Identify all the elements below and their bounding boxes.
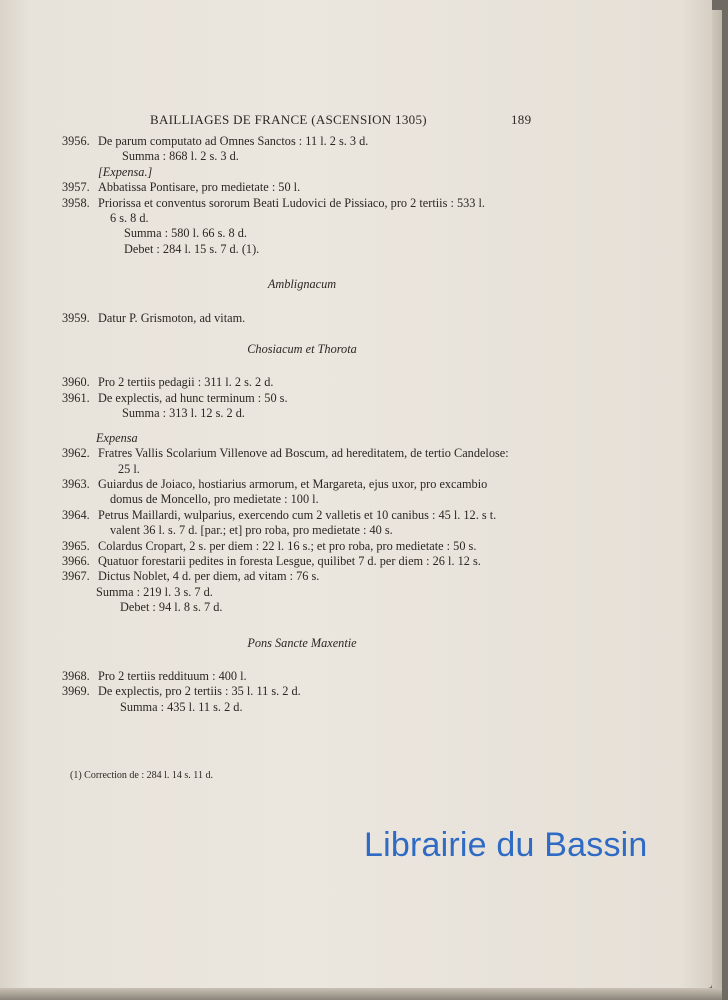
entry-text: Abbatissa Pontisare, pro medietate : 50 l.: [98, 180, 301, 195]
watermark-text: Librairie du Bassin: [364, 826, 648, 864]
entry-3958: [62, 196, 532, 211]
entry-3964: [62, 508, 532, 523]
entry-text: Pro 2 tertiis pedagii : 311 l. 2 s. 2 d.: [98, 375, 274, 390]
section-heading: Pons Sancte Maxentie: [247, 635, 357, 650]
entry-continuation: valent 36 l. s. 7 d. [par.; et] pro roba, pro medietate : 40 s.: [110, 523, 393, 538]
entry-number: 3958.: [62, 195, 90, 210]
entry-number: 3960.: [62, 375, 90, 390]
section-heading: Chosiacum et Thorota: [247, 342, 357, 357]
entry-text: Colardus Cropart, 2 s. per diem : 22 l. 16 s.; et pro roba, pro medietate : 50 s.: [98, 538, 477, 553]
entry-number: 3959.: [62, 310, 90, 325]
entry-number: 3956.: [62, 134, 90, 148]
page-edge: [712, 10, 722, 990]
entry-text: Fratres Vallis Scolarium Villenove ad Boscum, ad hereditatem, de tertio Candelose:: [98, 446, 509, 461]
entry-text: Datur P. Grismoton, ad vitam.: [98, 310, 246, 325]
entry-text: Guiardus de Joiaco, hostiarius armorum, et Margareta, ejus uxor, pro excambio: [98, 476, 488, 491]
expensa-bracket: [Expensa.]: [98, 164, 153, 179]
entry-3967: [62, 569, 532, 584]
entry-text: Priorissa et conventus sororum Beati Ludovici de Pissiaco, pro 2 tertiis : 533 l.: [98, 195, 485, 210]
entry-continuation: domus de Moncello, pro medietate : 100 l.: [110, 492, 319, 507]
summa-line: Summa : 219 l. 3 s. 7 d.: [96, 584, 213, 599]
entry-text: Pro 2 tertiis reddituum : 400 l.: [98, 668, 247, 683]
entry-3959: [62, 311, 532, 326]
entry-number: 3963.: [62, 476, 90, 491]
entry-number: 3964.: [62, 507, 90, 522]
entry-text: Dictus Noblet, 4 d. per diem, ad vitam : 76 s.: [98, 569, 320, 584]
section-heading: Amblignacum: [267, 277, 337, 292]
entry-3962: [62, 446, 532, 461]
page-content: [62, 134, 532, 715]
entry-text: De parum computato ad Omnes Sanctos : 11 l. 2 s. 3 d.: [98, 134, 369, 148]
entry-number: 3965.: [62, 538, 90, 553]
entry-3969: [62, 684, 532, 699]
footnote: (1) Correction de : 284 l. 14 s. 11 d.: [70, 770, 213, 781]
entry-3960: [62, 375, 532, 390]
entry-3968: [62, 669, 532, 684]
summa-line: Summa : 313 l. 12 s. 2 d.: [122, 406, 245, 421]
entry-number: 3968.: [62, 668, 90, 683]
entry-3963: [62, 477, 532, 492]
running-head-title: BAILLIAGES DE FRANCE (ASCENSION 1305): [150, 112, 427, 127]
entry-3957: [62, 180, 532, 195]
entry-text: De explectis, ad hunc terminum : 50 s.: [98, 390, 288, 405]
entry-number: 3969.: [62, 684, 90, 699]
page-bottom-edge: [0, 988, 722, 1000]
entry-3961: [62, 391, 532, 406]
summa-line: Summa : 868 l. 2 s. 3 d.: [122, 149, 239, 164]
entry-continuation: 6 s. 8 d.: [110, 211, 149, 226]
entry-number: 3962.: [62, 446, 90, 461]
entry-number: 3957.: [62, 180, 90, 195]
expensa-heading: Expensa: [96, 430, 138, 445]
entry-3965: [62, 539, 532, 554]
summa-line: Summa : 580 l. 66 s. 8 d.: [124, 226, 247, 241]
entry-3966: [62, 554, 532, 569]
entry-number: 3961.: [62, 390, 90, 405]
entry-text: De explectis, pro 2 tertiis : 35 l. 11 s. 2 d.: [98, 684, 301, 699]
entry-text: Quatuor forestarii pedites in foresta Lesgue, quilibet 7 d. per diem : 26 l. 12 s.: [98, 553, 481, 568]
entry-number: 3966.: [62, 553, 90, 568]
entry-3956: [62, 134, 532, 149]
debet-line: Debet : 94 l. 8 s. 7 d.: [120, 600, 223, 615]
entry-continuation: 25 l.: [118, 461, 140, 476]
summa-line: Summa : 435 l. 11 s. 2 d.: [120, 699, 243, 714]
entry-number: 3967.: [62, 569, 90, 584]
page-number: 189: [511, 112, 532, 127]
entry-text: Petrus Maillardi, wulparius, exercendo cum 2 valletis et 10 canibus : 45 l. 12. s t.: [98, 507, 497, 522]
debet-line: Debet : 284 l. 15 s. 7 d. (1).: [124, 241, 260, 256]
